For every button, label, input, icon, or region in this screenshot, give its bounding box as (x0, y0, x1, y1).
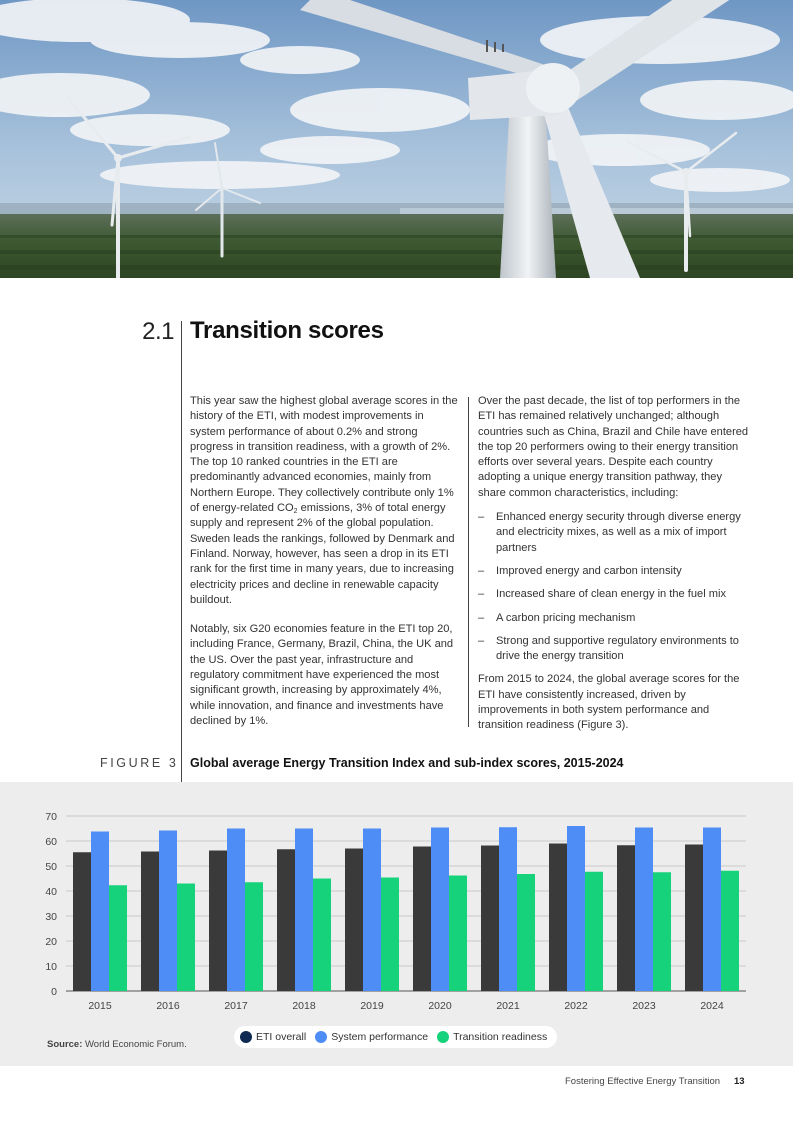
figure-source: Source: World Economic Forum. (47, 1039, 187, 1050)
y-tick-label: 10 (45, 961, 57, 973)
bar-transition-readiness-2017 (245, 882, 263, 991)
bar-transition-readiness-2019 (381, 878, 399, 992)
x-tick-label: 2021 (496, 1000, 520, 1012)
bar-system-performance-2019 (363, 829, 381, 992)
section-title: Transition scores (190, 317, 384, 344)
chart-panel (0, 782, 793, 1066)
bar-eti-overall-2015 (73, 852, 91, 991)
bar-system-performance-2023 (635, 828, 653, 992)
paragraph-top-ten: This year saw the highest global average scores in the history of the ETI, with modest improvements in system performance of about 0.2% and strong progress in transition readiness, with a growth of 2%. The top 10 ranked countries in the ETI are predominantly advanced economies, mainly from Northern Europe. They collectively contribute only 1% of energy-related $CO_2$ emissions, 3% of total energy supply and represent 2% of the global population. Sweden leads the rankings, followed by Denmark and Finland. Norway, however, has seen a drop in its ETI rank for the first time in many years, due to increasing electricity prices and decline in renewable capacity buildout. (190, 395, 458, 606)
y-tick-label: 60 (45, 836, 57, 848)
x-tick-label: 2016 (156, 1000, 180, 1012)
bar-transition-readiness-2015 (109, 885, 127, 991)
characteristics-list (478, 510, 750, 664)
legend-dot-transition-readiness (437, 1031, 449, 1043)
bar-system-performance-2015 (91, 832, 109, 992)
list-item: – Increased share of clean energy in the fuel mix (478, 588, 727, 601)
column-divider (468, 397, 469, 727)
list-item: – Improved energy and carbon intensity (478, 564, 682, 577)
bar-eti-overall-2016 (141, 852, 159, 992)
body-column-left (190, 394, 458, 743)
bar-transition-readiness-2018 (313, 879, 331, 992)
bar-eti-overall-2020 (413, 847, 431, 992)
bar-transition-readiness-2022 (585, 872, 603, 991)
bar-eti-overall-2024 (685, 845, 703, 992)
bar-transition-readiness-2024 (721, 871, 739, 991)
bar-transition-readiness-2020 (449, 876, 467, 992)
bar-eti-overall-2019 (345, 849, 363, 992)
legend-dot-eti-overall (240, 1031, 252, 1043)
x-tick-label: 2022 (564, 1000, 588, 1012)
bar-chart (0, 782, 793, 1066)
bar-system-performance-2022 (567, 826, 585, 991)
bar-system-performance-2020 (431, 828, 449, 992)
bar-system-performance-2016 (159, 831, 177, 992)
bar-transition-readiness-2016 (177, 884, 195, 992)
hero-photo-wind-turbines (0, 0, 793, 278)
x-tick-label: 2024 (700, 1000, 724, 1012)
bar-system-performance-2021 (499, 827, 517, 991)
legend-item-system-performance: System performance (315, 1031, 428, 1043)
list-item: – Enhanced energy security through diverse energy and electricity mixes, as well as a mix of import partners (478, 511, 741, 554)
list-item: – A carbon pricing mechanism (478, 611, 636, 624)
body-column-right (478, 394, 750, 748)
y-tick-label: 50 (45, 861, 57, 873)
y-tick-label: 20 (45, 936, 57, 948)
y-tick-label: 0 (51, 986, 57, 998)
bar-transition-readiness-2023 (653, 872, 671, 991)
bar-eti-overall-2021 (481, 846, 499, 992)
bar-eti-overall-2017 (209, 851, 227, 992)
bar-eti-overall-2023 (617, 845, 635, 991)
page-number: 13 (734, 1076, 745, 1087)
section-number: 2.1 (142, 318, 174, 345)
x-tick-label: 2020 (428, 1000, 452, 1012)
figure-label: FIGURE 3 (100, 756, 179, 770)
x-tick-label: 2023 (632, 1000, 656, 1012)
legend-item-eti-overall: ETI overall (240, 1031, 306, 1043)
x-tick-label: 2017 (224, 1000, 248, 1012)
x-tick-label: 2018 (292, 1000, 316, 1012)
bar-system-performance-2018 (295, 829, 313, 992)
legend-dot-system-performance (315, 1031, 327, 1043)
bar-transition-readiness-2021 (517, 874, 535, 991)
x-tick-label: 2015 (88, 1000, 112, 1012)
legend-item-transition-readiness: Transition readiness (437, 1031, 547, 1043)
x-tick-label: 2019 (360, 1000, 384, 1012)
bar-eti-overall-2018 (277, 849, 295, 991)
paragraph-g20: Notably, six G20 economies feature in the ETI top 20, including France, Germany, Brazil, China, the UK and the US. Over the past year, infrastructure and regulatory commitment have experienced the most significant growth, increasing by approximately 4%, while innovation, and finance and investments have declined by 1%. (190, 623, 454, 727)
paragraph-2015-2024: From 2015 to 2024, the global average scores for the ETI have consistently increased, driven by improvements in both system performance and transition readiness (Figure 3). (478, 673, 740, 732)
list-item: – Strong and supportive regulatory environments to drive the energy transition (478, 634, 739, 663)
y-tick-label: 30 (45, 911, 57, 923)
footer-report-title: Fostering Effective Energy Transition (565, 1076, 721, 1087)
bar-system-performance-2017 (227, 829, 245, 992)
bar-eti-overall-2022 (549, 844, 567, 992)
y-tick-label: 70 (45, 811, 57, 823)
y-tick-label: 40 (45, 886, 57, 898)
section-divider (181, 321, 182, 783)
paragraph-top-performers: Over the past decade, the list of top performers in the ETI has remained relatively unchanged; although countries such as China, Brazil and Chile have entered the top 20 performers owing to their energy transition efforts over several years. Despite each country adopting a unique energy transition pathway, they share common characteristics, including: (478, 395, 749, 499)
chart-legend (234, 1026, 557, 1048)
figure-title: Global average Energy Transition Index and sub-index scores, 2015-2024 (190, 756, 624, 770)
bar-system-performance-2024 (703, 828, 721, 992)
